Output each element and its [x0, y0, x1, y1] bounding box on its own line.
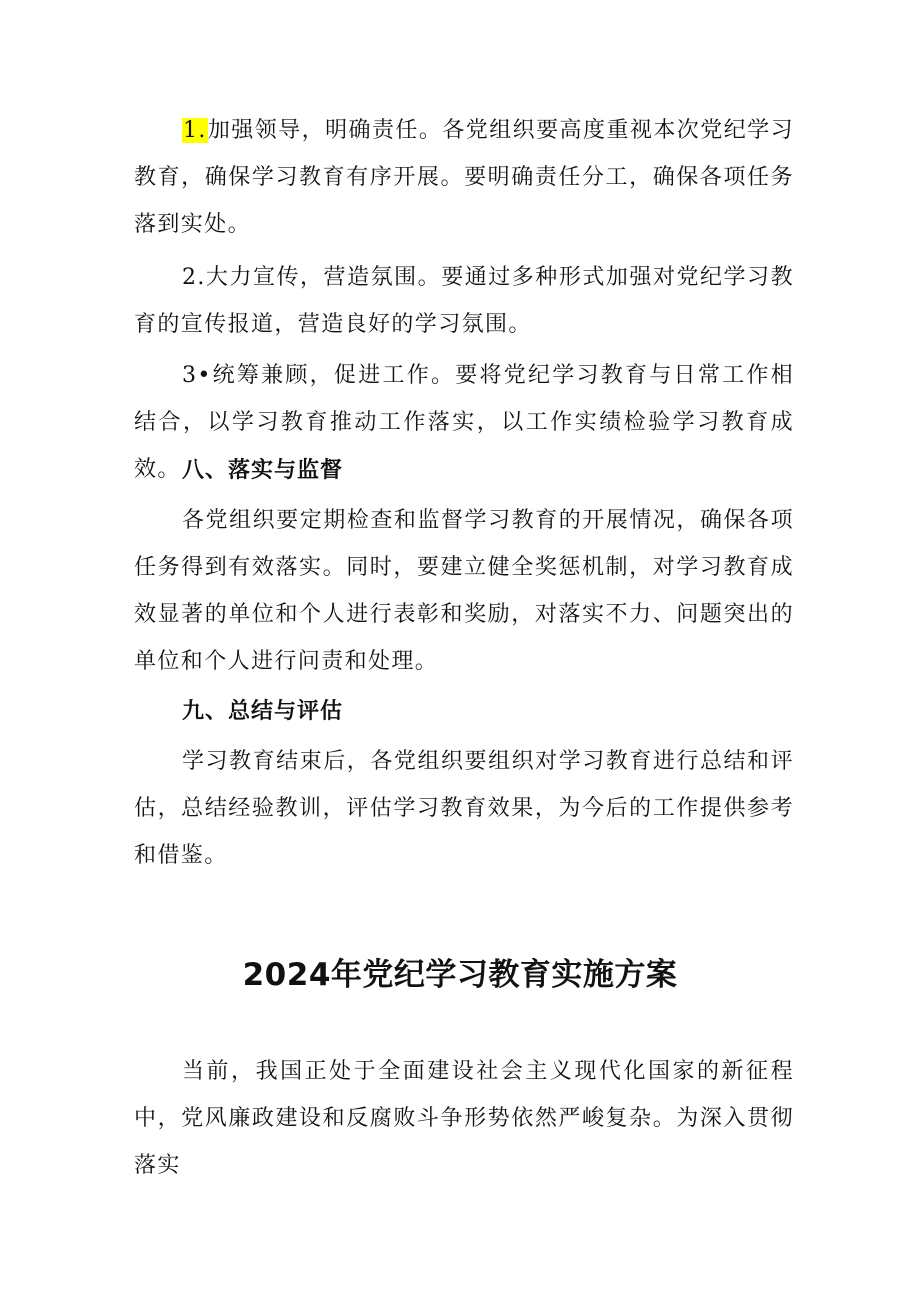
intro-paragraph: 当前，我国正处于全面建设社会主义现代化国家的新征程中，党风廉政建设和反腐败斗争形势依然严峻复杂。为深入贯彻落实 — [134, 1059, 794, 1178]
item-3-text: 统筹兼顾，促进工作。要将党纪学习教育与日常工作相结合，以学习教育推动工作落实，以工作实绩检验学习教育成效。 — [134, 363, 794, 482]
item-1-text: 加强领导，明确责任。各党组织要高度重视本次党纪学习教育，确保学习教育有序开展。要明确责任分工，确保各项任务落到实处。 — [134, 118, 794, 237]
document-title: 2024年党纪学习教育实施方案 — [242, 957, 678, 993]
section-8-body — [134, 497, 794, 685]
item-2-text: 大力宣传，营造氛围。要通过多种形式加强对党纪学习教育的宣传报道，营造良好的学习氛围。 — [134, 265, 794, 337]
section-9-heading: 九、总结与评估 — [182, 699, 344, 724]
intro-body — [134, 1048, 794, 1189]
item-3-number: 3• — [182, 363, 212, 388]
item-2-number: 2. — [182, 265, 206, 290]
item-1 — [134, 107, 794, 248]
item-1-paragraph — [134, 107, 794, 248]
section-9-paragraph: 学习教育结束后，各党组织要组织对学习教育进行总结和评估，总结经验教训，评估学习教育效果，为今后的工作提供参考和借鉴。 — [134, 749, 794, 868]
section-8-heading: 八、落实与监督 — [182, 458, 344, 483]
item-2 — [134, 254, 794, 348]
section-8-paragraph: 各党组织要定期检查和监督学习教育的开展情况，确保各项任务得到有效落实。同时，要建立健全奖惩机制，对学习教育成效显著的单位和个人进行表彰和奖励，对落实不力、问题突出的单位和个人进行问责和处理。 — [134, 508, 794, 674]
item-1-number-highlighted: 1. — [183, 118, 207, 143]
section-9-body — [134, 738, 794, 879]
item-2-paragraph — [134, 254, 794, 348]
